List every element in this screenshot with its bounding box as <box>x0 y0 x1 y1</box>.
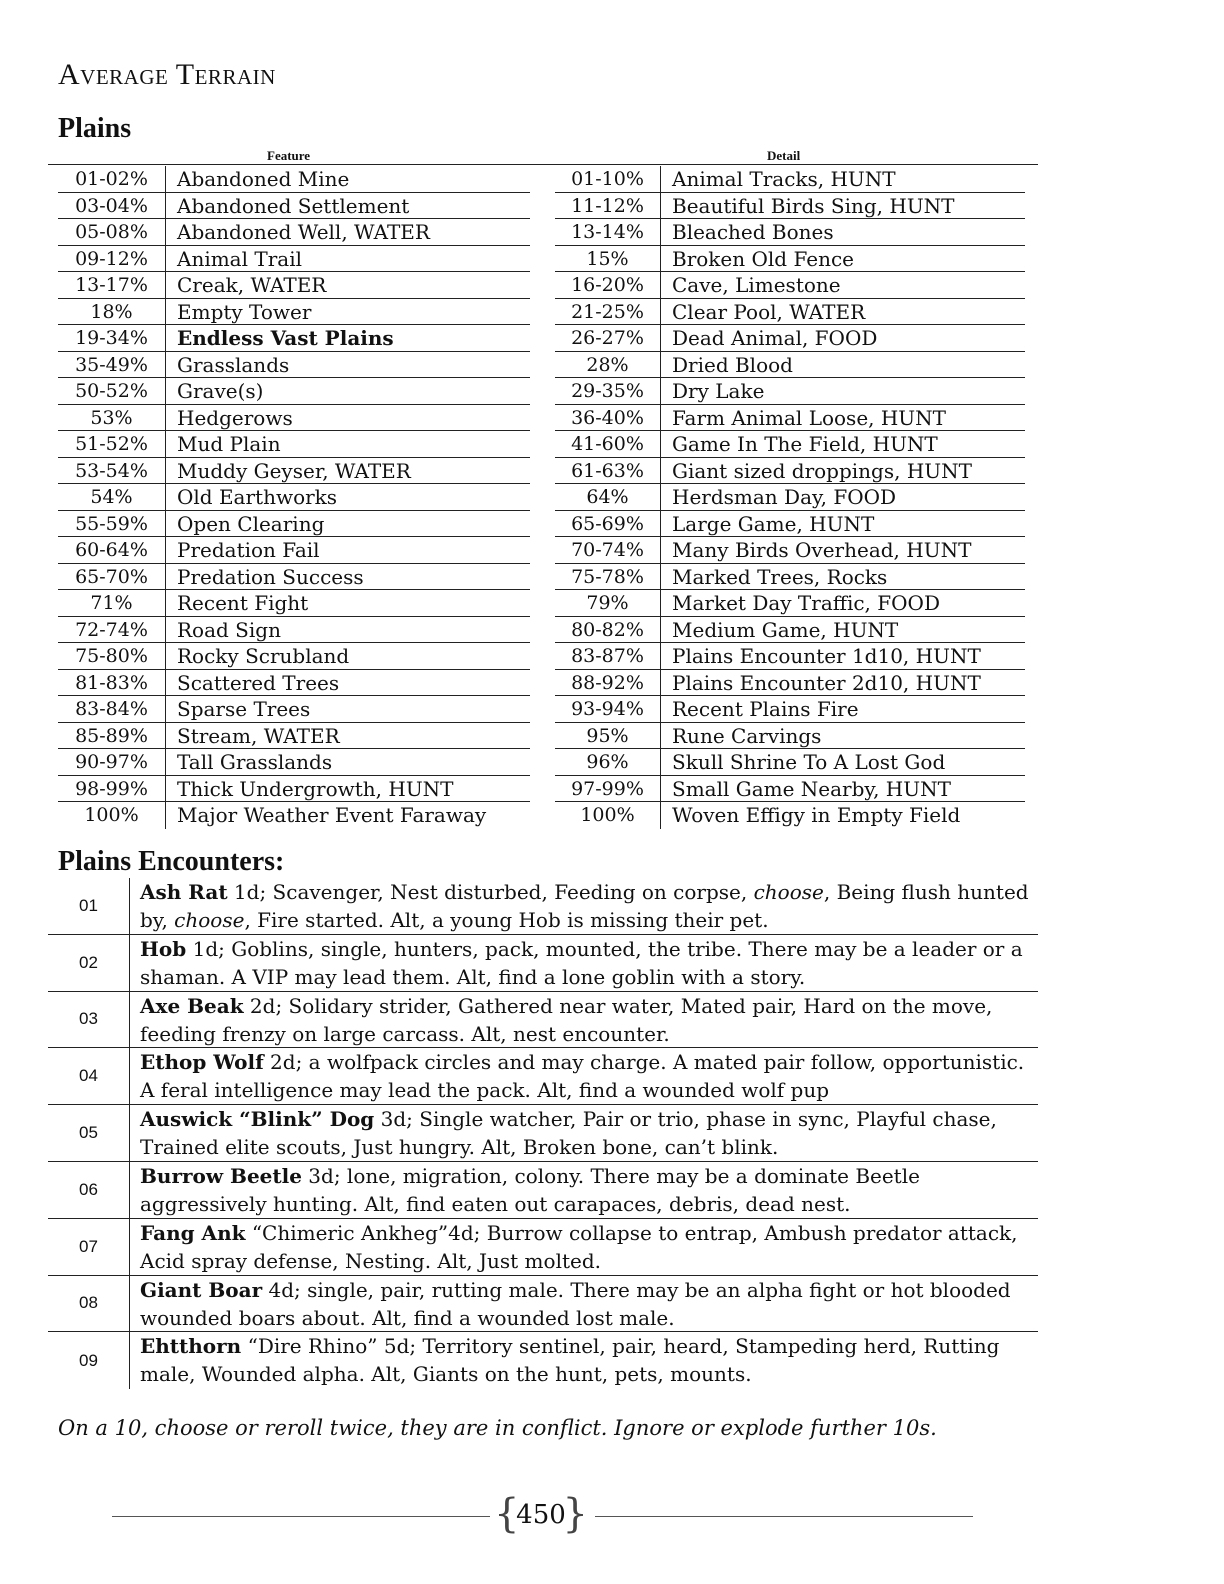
entry-text: Large Game, HUNT <box>672 511 875 536</box>
table-row <box>555 696 1025 723</box>
feature-column-header: Feature <box>267 148 311 163</box>
percent-range: 95% <box>555 723 661 749</box>
percent-range: 53% <box>58 405 166 431</box>
table-row <box>58 590 530 617</box>
percent-range: 53-54% <box>58 458 166 484</box>
percent-range: 90-97% <box>58 749 166 775</box>
percent-range: 35-49% <box>58 352 166 378</box>
table-row <box>555 219 1025 246</box>
creature-name: Ehtthorn <box>140 1334 242 1359</box>
encounter-row <box>48 1332 1038 1389</box>
creature-name: Ash Rat <box>140 880 228 904</box>
encounter-text: , Fire started. Alt, a young Hob is missing their pet. <box>244 908 769 932</box>
table-row <box>58 723 530 750</box>
table-row <box>58 643 530 670</box>
entry-text: Endless Vast Plains <box>177 326 394 350</box>
table-row <box>555 193 1025 220</box>
percent-range: 29-35% <box>555 378 661 404</box>
table-row <box>555 670 1025 697</box>
entry-text: Dead Animal, FOOD <box>672 326 878 350</box>
encounter-row <box>48 1162 1038 1219</box>
encounter-row <box>48 1219 1038 1276</box>
encounter-row <box>48 1048 1038 1105</box>
encounters-heading: Plains Encounters: <box>58 846 285 877</box>
table-row <box>555 458 1025 485</box>
percent-range: 11-12% <box>555 193 661 219</box>
entry-text: Grave(s) <box>177 379 264 403</box>
percent-range: 60-64% <box>58 537 166 563</box>
percent-range: 21-25% <box>555 299 661 325</box>
plains-heading: Plains <box>58 113 132 144</box>
percent-range: 51-52% <box>58 431 166 457</box>
entry-text: Cave, Limestone <box>672 273 841 297</box>
encounter-description <box>130 1162 1038 1218</box>
entry-text: Open Clearing <box>177 511 325 536</box>
entry-text: Muddy Geyser, WATER <box>177 458 411 483</box>
percent-range: 26-27% <box>555 325 661 351</box>
entry-text: Plains Encounter 1d10, HUNT <box>672 644 981 668</box>
right-brace-ornament: } <box>562 1491 588 1537</box>
creature-name: Auswick “Blink” Dog <box>140 1107 375 1132</box>
table-row <box>555 617 1025 644</box>
table-row <box>555 643 1025 670</box>
encounter-description <box>130 1276 1038 1332</box>
entry-text: Animal Tracks, HUNT <box>672 167 896 191</box>
entry-text: Marked Trees, Rocks <box>672 564 888 589</box>
percent-range: 13-14% <box>555 219 661 245</box>
table-row <box>555 511 1025 538</box>
percent-range: 93-94% <box>555 696 661 722</box>
entry-text: Empty Tower <box>177 299 312 324</box>
table-row <box>555 352 1025 379</box>
table-row <box>58 749 530 776</box>
creature-name: Hob <box>140 936 187 961</box>
detail-column-header: Detail <box>767 148 801 163</box>
table-row <box>58 776 530 803</box>
percent-range: 65-70% <box>58 564 166 590</box>
table-row <box>555 484 1025 511</box>
encounter-text: 1d; Scavenger, Nest disturbed, Feeding on corpse, <box>227 880 754 904</box>
table-row <box>58 484 530 511</box>
percent-range: 61-63% <box>555 458 661 484</box>
percent-range: 54% <box>58 484 166 510</box>
table-row <box>58 378 530 405</box>
encounter-text: 2d; Solidary strider, Gathered near water, Mated pair, Hard on the move, feeding frenzy on large carcass. Alt, nest encounter. <box>140 993 993 1046</box>
table-row <box>555 564 1025 591</box>
encounter-row <box>48 1276 1038 1333</box>
entry-text: Plains Encounter 2d10, HUNT <box>672 670 981 695</box>
page-number <box>494 1491 588 1537</box>
entry-text: Mud Plain <box>177 432 281 456</box>
percent-range: 72-74% <box>58 617 166 643</box>
encounter-number: 05 <box>48 1105 130 1161</box>
encounter-row <box>48 992 1038 1049</box>
percent-range: 65-69% <box>555 511 661 537</box>
percent-range: 19-34% <box>58 325 166 351</box>
table-row <box>555 431 1025 458</box>
encounter-description <box>130 1219 1038 1275</box>
detail-table <box>555 166 1025 829</box>
table-row <box>58 696 530 723</box>
percent-range: 100% <box>58 802 166 829</box>
entry-text: Major Weather Event Faraway <box>177 803 487 827</box>
percent-range: 09-12% <box>58 246 166 272</box>
percent-range: 71% <box>58 590 166 616</box>
percent-range: 15% <box>555 246 661 272</box>
emphasis-text: choose <box>753 880 824 904</box>
percent-range: 96% <box>555 749 661 775</box>
encounter-row <box>48 1105 1038 1162</box>
entry-text: Abandoned Settlement <box>177 193 410 218</box>
entry-text: Predation Fail <box>177 538 320 562</box>
table-row <box>555 723 1025 750</box>
footer-rule-left <box>112 1516 490 1517</box>
percent-range: 83-87% <box>555 643 661 669</box>
entry-text: Grasslands <box>177 352 290 377</box>
table-row <box>555 299 1025 326</box>
table-row <box>58 405 530 432</box>
creature-name: Ethop Wolf <box>140 1050 264 1075</box>
table-row <box>58 458 530 485</box>
percent-range: 85-89% <box>58 723 166 749</box>
entry-text: Abandoned Well, WATER <box>177 220 430 244</box>
table-row <box>58 511 530 538</box>
table-row <box>58 352 530 379</box>
percent-range: 03-04% <box>58 193 166 219</box>
entry-text: Skull Shrine To A Lost God <box>672 750 946 774</box>
encounter-description <box>130 935 1038 991</box>
entry-text: Hedgerows <box>177 405 293 430</box>
entry-text: Giant sized droppings, HUNT <box>672 458 972 483</box>
encounter-text: 1d; Goblins, single, hunters, pack, mounted, the tribe. There may be a leader or a shaman. A VIP may lead them. Alt, find a lone goblin with a story. <box>140 936 1023 989</box>
percent-range: 01-10% <box>555 166 661 192</box>
encounter-number: 06 <box>48 1162 130 1218</box>
percent-range: 83-84% <box>58 696 166 722</box>
table-row <box>58 537 530 564</box>
table-row <box>555 272 1025 299</box>
encounter-text: 3d; Single watcher, Pair or trio, phase in sync, Playful chase, Trained elite scouts, Just hungry. Alt, Broken bone, can’t blink. <box>140 1107 997 1160</box>
encounter-text: 4d; single, pair, rutting male. There may be an alpha fight or hot blooded wounded boars about. Alt, find a wounded lost male. <box>140 1277 1011 1330</box>
encounter-text: “Chimeric Ankheg”4d; Burrow collapse to entrap, Ambush predator attack, Acid spray defense, Nesting. Alt, Just molted. <box>140 1220 1018 1273</box>
entry-text: Rune Carvings <box>672 723 822 748</box>
creature-name: Burrow Beetle <box>140 1163 302 1188</box>
encounter-number: 03 <box>48 992 130 1048</box>
table-row <box>555 166 1025 193</box>
encounter-text: 2d; a wolfpack circles and may charge. A mated pair follow, opportunistic. A feral intelligence may lead the pack. Alt, find a wounded wolf pup <box>140 1050 1025 1103</box>
footer-rule-right <box>595 1516 973 1517</box>
percent-range: 36-40% <box>555 405 661 431</box>
creature-name: Axe Beak <box>140 993 244 1018</box>
encounter-text: , Being flush hunted by, <box>140 880 1029 932</box>
encounter-row <box>48 935 1038 992</box>
entry-text: Market Day Traffic, FOOD <box>672 591 940 615</box>
encounter-description <box>130 1105 1038 1161</box>
table-row <box>58 431 530 458</box>
percent-range: 79% <box>555 590 661 616</box>
entry-text: Dried Blood <box>672 352 793 377</box>
table-row <box>58 166 530 193</box>
header-rule <box>48 164 1038 165</box>
entry-text: Bleached Bones <box>672 220 834 244</box>
percent-range: 16-20% <box>555 272 661 298</box>
table-row <box>58 219 530 246</box>
table-row <box>58 299 530 326</box>
percent-range: 50-52% <box>58 378 166 404</box>
footer-note: On a 10, choose or reroll twice, they are in conflict. Ignore or explode further 10s. <box>58 1416 937 1440</box>
percent-range: 75-80% <box>58 643 166 669</box>
encounter-number: 07 <box>48 1219 130 1275</box>
encounter-description <box>130 878 1038 934</box>
percent-range: 98-99% <box>58 776 166 802</box>
encounter-description <box>130 1332 1038 1389</box>
encounter-number: 02 <box>48 935 130 991</box>
table-row <box>555 246 1025 273</box>
percent-range: 01-02% <box>58 166 166 192</box>
entry-text: Many Birds Overhead, HUNT <box>672 538 972 562</box>
table-row <box>58 272 530 299</box>
creature-name: Fang Ank <box>140 1220 246 1245</box>
table-row <box>555 802 1025 829</box>
percent-range: 75-78% <box>555 564 661 590</box>
encounter-text: 3d; lone, migration, colony. There may be a dominate Beetle aggressively hunting. Alt, find eaten out carapaces, debris, dead nest. <box>140 1163 920 1216</box>
encounter-description <box>130 992 1038 1048</box>
percent-range: 97-99% <box>555 776 661 802</box>
table-row <box>58 193 530 220</box>
table-row <box>58 802 530 829</box>
entry-text: Beautiful Birds Sing, HUNT <box>672 193 955 218</box>
table-row <box>58 325 530 352</box>
encounter-row <box>48 878 1038 935</box>
entry-text: Old Earthworks <box>177 485 338 509</box>
encounter-text: “Dire Rhino” 5d; Territory sentinel, pair, heard, Stampeding herd, Rutting male, Wounded alpha. Alt, Giants on the hunt, pets, mounts. <box>140 1334 1000 1387</box>
entry-text: Farm Animal Loose, HUNT <box>672 405 947 430</box>
percent-range: 100% <box>555 802 661 829</box>
creature-name: Giant Boar <box>140 1277 263 1302</box>
percent-range: 70-74% <box>555 537 661 563</box>
table-row <box>555 749 1025 776</box>
table-row <box>58 617 530 644</box>
entry-text: Scattered Trees <box>177 670 340 695</box>
percent-range: 81-83% <box>58 670 166 696</box>
entry-text: Dry Lake <box>672 379 765 403</box>
encounters-table <box>48 878 1038 1389</box>
percent-range: 64% <box>555 484 661 510</box>
entry-text: Road Sign <box>177 617 281 642</box>
feature-table <box>58 166 530 829</box>
table-row <box>58 670 530 697</box>
entry-text: Small Game Nearby, HUNT <box>672 776 951 801</box>
entry-text: Recent Plains Fire <box>672 697 859 721</box>
entry-text: Recent Fight <box>177 591 309 615</box>
percent-range: 28% <box>555 352 661 378</box>
percent-range: 80-82% <box>555 617 661 643</box>
left-brace-ornament: { <box>494 1491 520 1537</box>
page-number-text: 450 <box>516 1500 566 1530</box>
entry-text: Predation Success <box>177 564 364 589</box>
entry-text: Medium Game, HUNT <box>672 617 899 642</box>
entry-text: Tall Grasslands <box>177 750 333 774</box>
entry-text: Abandoned Mine <box>177 167 350 191</box>
encounter-number: 09 <box>48 1332 130 1389</box>
entry-text: Stream, WATER <box>177 723 340 748</box>
table-row <box>555 590 1025 617</box>
entry-text: Herdsman Day, FOOD <box>672 485 897 509</box>
percent-range: 55-59% <box>58 511 166 537</box>
entry-text: Woven Effigy in Empty Field <box>672 803 961 827</box>
table-row <box>555 405 1025 432</box>
entry-text: Game In The Field, HUNT <box>672 432 938 456</box>
entry-text: Creak, WATER <box>177 273 327 297</box>
entry-text: Clear Pool, WATER <box>672 299 866 324</box>
entry-text: Sparse Trees <box>177 697 311 721</box>
percent-range: 41-60% <box>555 431 661 457</box>
table-row <box>555 325 1025 352</box>
emphasis-text: choose <box>174 908 245 932</box>
encounter-number: 08 <box>48 1276 130 1332</box>
entry-text: Animal Trail <box>177 246 302 271</box>
table-row <box>555 378 1025 405</box>
encounter-number: 01 <box>48 878 130 934</box>
encounter-number: 04 <box>48 1048 130 1104</box>
percent-range: 18% <box>58 299 166 325</box>
table-row <box>58 246 530 273</box>
table-row <box>58 564 530 591</box>
section-heading: Average Terrain <box>58 58 276 91</box>
table-row <box>555 537 1025 564</box>
encounter-description <box>130 1048 1038 1104</box>
entry-text: Thick Undergrowth, HUNT <box>177 776 454 801</box>
percent-range: 13-17% <box>58 272 166 298</box>
entry-text: Broken Old Fence <box>672 246 854 271</box>
percent-range: 88-92% <box>555 670 661 696</box>
table-row <box>555 776 1025 803</box>
entry-text: Rocky Scrubland <box>177 644 350 668</box>
percent-range: 05-08% <box>58 219 166 245</box>
